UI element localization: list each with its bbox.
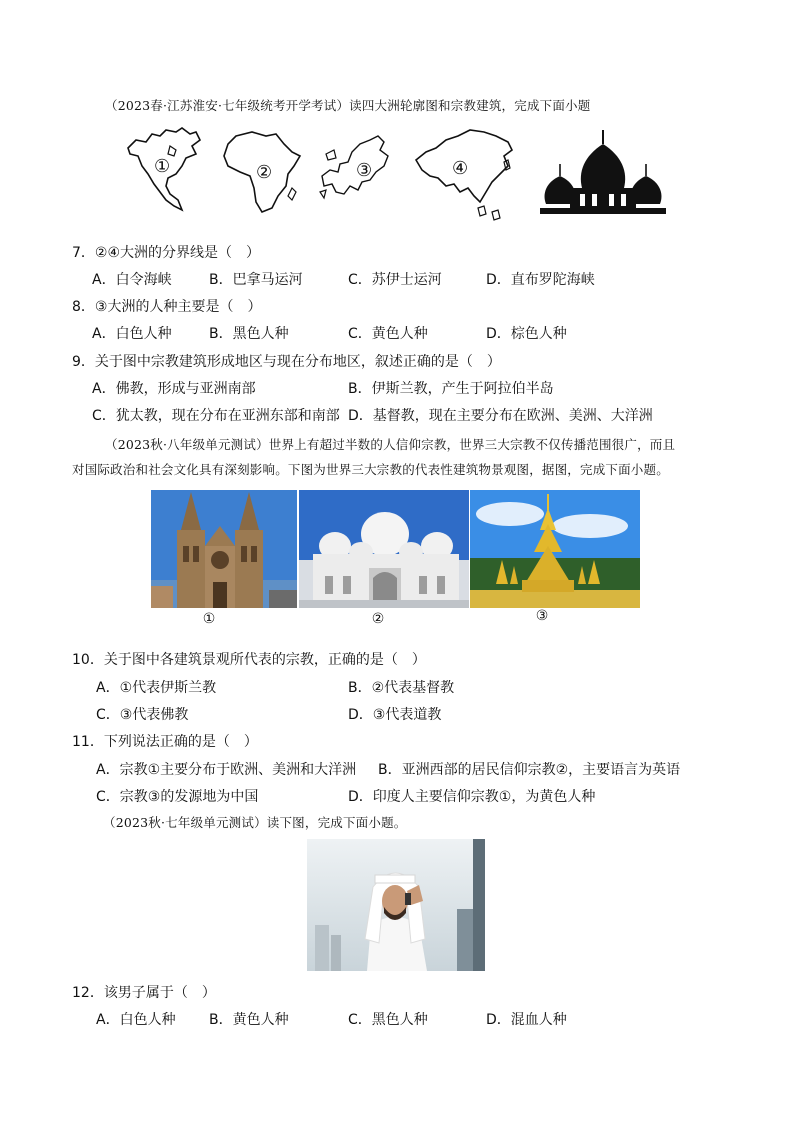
q10-option-d[interactable]: D．③代表道教 (348, 707, 442, 723)
mosque-photo (299, 490, 469, 608)
q11-option-b[interactable]: B．亚洲西部的居民信仰宗教②，主要语言为英语 (378, 762, 681, 778)
q10-option-c[interactable]: C．③代表佛教 (96, 707, 189, 723)
q7-option-b[interactable]: B．巴拿马运河 (209, 272, 303, 288)
section1-intro: （2023春·江苏淮安·七年级统考开学考试）读四大洲轮廓图和宗教建筑，完成下面小题 (105, 98, 591, 113)
map-label-1: ① (154, 156, 171, 177)
q9-option-a[interactable]: A．佛教，形成与亚洲南部 (92, 381, 256, 397)
q12-option-a[interactable]: A．白色人种 (96, 1012, 176, 1028)
q12-option-b[interactable]: B．黄色人种 (209, 1012, 289, 1028)
section2-intro-line1: （2023秋·八年级单元测试）世界上有超过半数的人信仰宗教，世界三大宗教不仅传播范围很广，而且 (105, 437, 676, 452)
question-8-stem: 8．③大洲的人种主要是（ ） (72, 299, 262, 315)
q9-option-d[interactable]: D．基督教，现在主要分布在欧洲、美洲、大洋洲 (348, 408, 653, 424)
section2-intro-line2: 对国际政治和社会文化具有深刻影响。下图为世界三大宗教的代表性建筑物景观图，据图，完成下面小题。 (72, 462, 669, 477)
q8-option-a[interactable]: A．白色人种 (92, 326, 172, 342)
q7-option-a[interactable]: A．白令海峡 (92, 272, 172, 288)
photo-caption-1: ① (202, 611, 216, 627)
map-label-4: ④ (452, 158, 469, 179)
africa-map (222, 130, 302, 214)
man-phone-photo (307, 839, 485, 971)
question-11-stem: 11．下列说法正确的是（ ） (72, 734, 258, 750)
asia-map (412, 126, 514, 222)
q10-option-b[interactable]: B．②代表基督教 (348, 680, 455, 696)
q11-option-d[interactable]: D．印度人主要信仰宗教①，为黄色人种 (348, 789, 596, 805)
q7-option-d[interactable]: D．直布罗陀海峡 (486, 272, 595, 288)
section3-intro: （2023秋·七年级单元测试）读下图，完成下面小题。 (103, 815, 407, 830)
q9-option-b[interactable]: B．伊斯兰教，产生于阿拉伯半岛 (348, 381, 554, 397)
q11-option-c[interactable]: C．宗教③的发源地为中国 (96, 789, 259, 805)
map-label-3: ③ (356, 160, 373, 181)
q11-option-a[interactable]: A．宗教①主要分布于欧洲、美洲和大洋洲 (96, 762, 357, 778)
q8-option-d[interactable]: D．棕色人种 (486, 326, 567, 342)
photo-caption-3: ③ (535, 608, 549, 624)
question-9-stem: 9．关于图中宗教建筑形成地区与现在分布地区，叙述正确的是（ ） (72, 354, 501, 370)
map-label-2: ② (256, 162, 273, 183)
mosque-silhouette-image (540, 130, 666, 216)
q8-option-c[interactable]: C．黄色人种 (348, 326, 428, 342)
question-12-stem: 12．该男子属于（ ） (72, 985, 216, 1001)
q12-option-c[interactable]: C．黑色人种 (348, 1012, 428, 1028)
q12-option-d[interactable]: D．混血人种 (486, 1012, 567, 1028)
photo-caption-2: ② (371, 611, 385, 627)
europe-map (318, 132, 390, 204)
q7-option-c[interactable]: C．苏伊士运河 (348, 272, 442, 288)
cathedral-photo (151, 490, 297, 608)
pagoda-photo (470, 490, 640, 608)
q8-option-b[interactable]: B．黑色人种 (209, 326, 289, 342)
q9-option-c[interactable]: C．犹太教，现在分布在亚洲东部和南部 (92, 408, 340, 424)
question-7-stem: 7．②④大洲的分界线是（ ） (72, 245, 261, 261)
north-america-map (126, 126, 204, 214)
question-10-stem: 10．关于图中各建筑景观所代表的宗教，正确的是（ ） (72, 652, 426, 668)
q10-option-a[interactable]: A．①代表伊斯兰教 (96, 680, 217, 696)
